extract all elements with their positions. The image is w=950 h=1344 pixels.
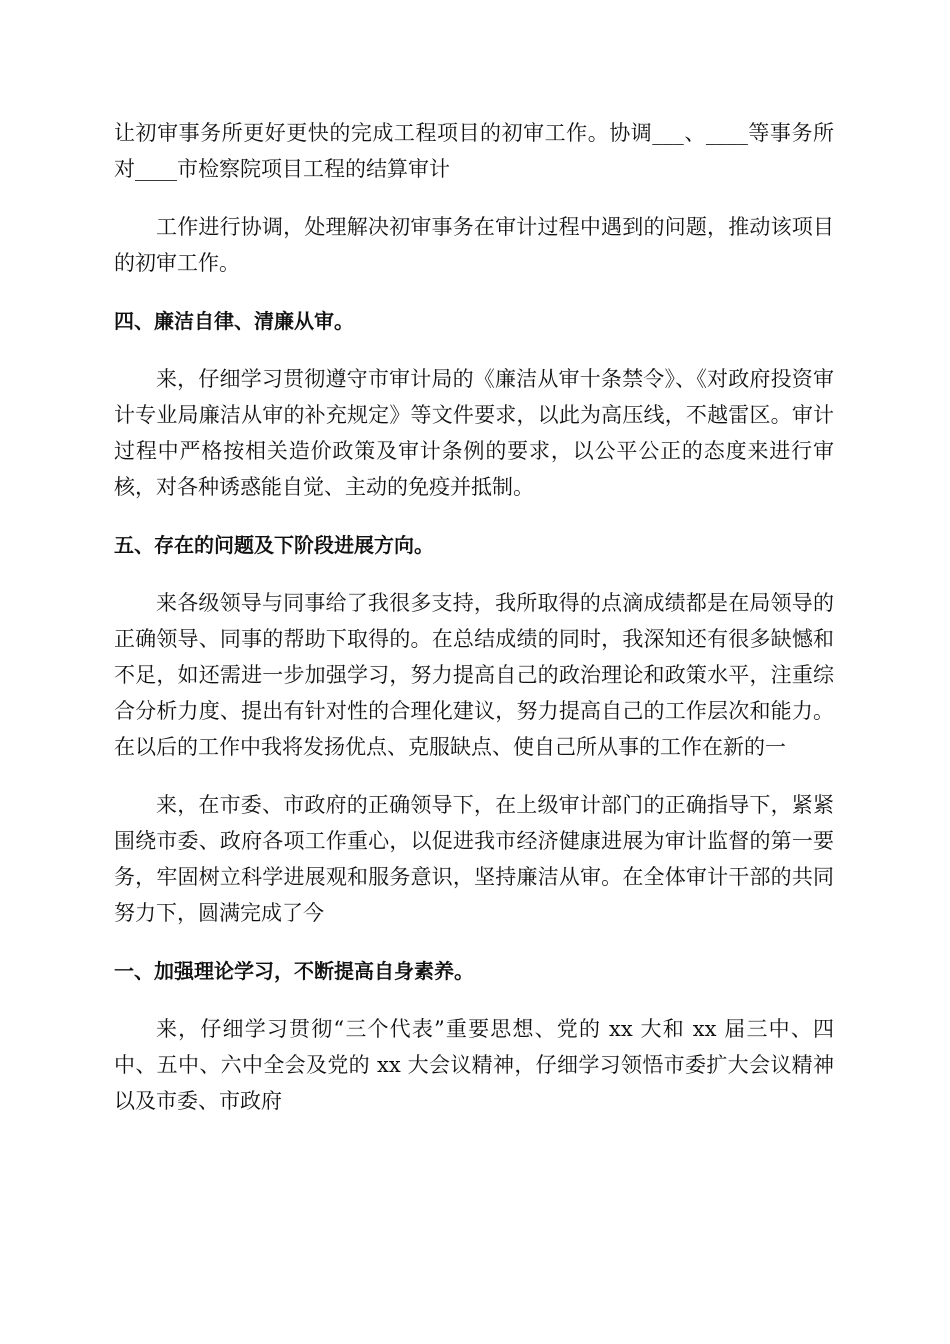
document-body [114, 115, 834, 1141]
paragraph-overview: 来，在市委、市政府的正确领导下，在上级审计部门的正确指导下，紧紧围绕市委、政府各项工作重心，以促进我市经济健康进展为审计监督的第一要务，牢固树立科学进展观和服务意识，坚持廉洁从审。在全体审计干部的共同努力下，圆满完成了今 [114, 793, 834, 925]
paragraph-coordination-continued: 工作进行协调，处理解决初审事务在审计过程中遇到的问题，推动该项目的初审工作。 [114, 215, 834, 275]
section-heading-five: 五、存在的问题及下阶段进展方向。 [114, 533, 434, 557]
section-heading-four: 四、廉洁自律、清廉从审。 [114, 309, 354, 333]
section-heading-one: 一、加强理论学习，不断提高自身素养。 [114, 959, 474, 983]
paragraph-theory-study: 来，仔细学习贯彻“三个代表”重要思想、党的 xx 大和 xx 届三中、四中、五中、六中全会及党的 xx 大会议精神，仔细学习领悟市委扩大会议精神以及市委、市政府 [114, 1017, 834, 1113]
paragraph-coordination-start: 让初审事务所更好更快的完成工程项目的初审工作。协调___、____等事务所对____市检察院项目工程的结算审计 [114, 121, 834, 181]
paragraph-integrity: 来，仔细学习贯彻遵守市审计局的《廉洁从审十条禁令》、《对政府投资审计专业局廉洁从审的补充规定》等文件要求，以此为高压线，不越雷区。审计过程中严格按相关造价政策及审计条例的要求，以公平公正的态度来进行审核，对各种诱惑能自觉、主动的免疫并抵制。 [114, 367, 834, 499]
paragraph-problems: 来各级领导与同事给了我很多支持，我所取得的点滴成绩都是在局领导的正确领导、同事的帮助下取得的。在总结成绩的同时，我深知还有很多缺憾和不足，如还需进一步加强学习，努力提高自己的政治理论和政策水平，注重综合分析力度、提出有针对性的合理化建议，努力提高自己的工作层次和能力。在以后的工作中我将发扬优点、克服缺点、使自己所从事的工作在新的一 [114, 591, 834, 759]
